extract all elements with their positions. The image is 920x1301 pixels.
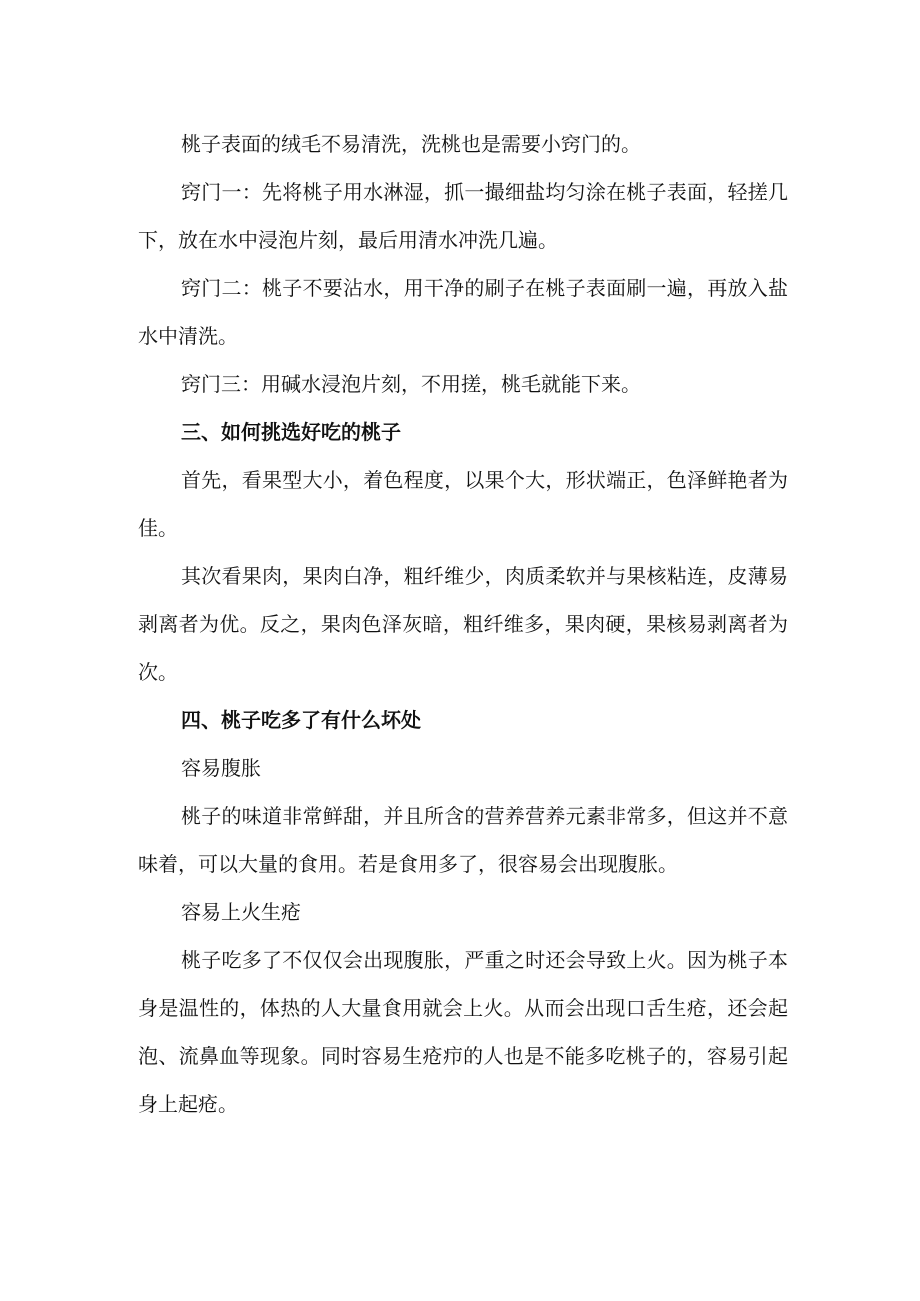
section-4-paragraph-2: 桃子吃多了不仅仅会出现腹胀，严重之时还会导致上火。因为桃子本身是温性的，体热的人大量食用就会上火。从而会出现口舌生疮，还会起泡、流鼻血等现象。同时容易生疮疖的人也是不能多吃桃子的，容易引起身上起疮。 [138, 948, 788, 1116]
paragraph-tip-2: 窍门二：桃子不要沾水，用干净的刷子在桃子表面刷一遍，再放入盐水中清洗。 [138, 276, 788, 348]
paragraph-tip-3: 窍门三：用碱水浸泡片刻，不用搓，桃毛就能下来。 [181, 372, 641, 396]
section-3-paragraph-1: 首先，看果型大小，着色程度，以果个大，形状端正，色泽鲜艳者为佳。 [138, 468, 788, 540]
paragraph-tip-1: 窍门一：先将桃子用水淋湿，抓一撮细盐均匀涂在桃子表面，轻搓几下，放在水中浸泡片刻，最后用清水冲洗几遍。 [138, 180, 788, 252]
section-4-subheading-1: 容易腹胀 [181, 756, 261, 780]
section-3-paragraph-2: 其次看果肉，果肉白净，粗纤维少，肉质柔软并与果核粘连，皮薄易剥离者为优。反之，果肉色泽灰暗，粗纤维多，果肉硬，果核易剥离者为次。 [138, 564, 788, 684]
section-4-subheading-2: 容易上火生疮 [181, 900, 301, 924]
document-body [138, 120, 788, 1128]
paragraph-intro: 桃子表面的绒毛不易清洗，洗桃也是需要小窍门的。 [181, 132, 641, 156]
section-4-paragraph-1: 桃子的味道非常鲜甜，并且所含的营养营养元素非常多，但这并不意味着，可以大量的食用。若是食用多了，很容易会出现腹胀。 [138, 804, 788, 876]
section-3-heading: 三、如何挑选好吃的桃子 [181, 420, 401, 444]
section-4-heading: 四、桃子吃多了有什么坏处 [181, 708, 421, 732]
